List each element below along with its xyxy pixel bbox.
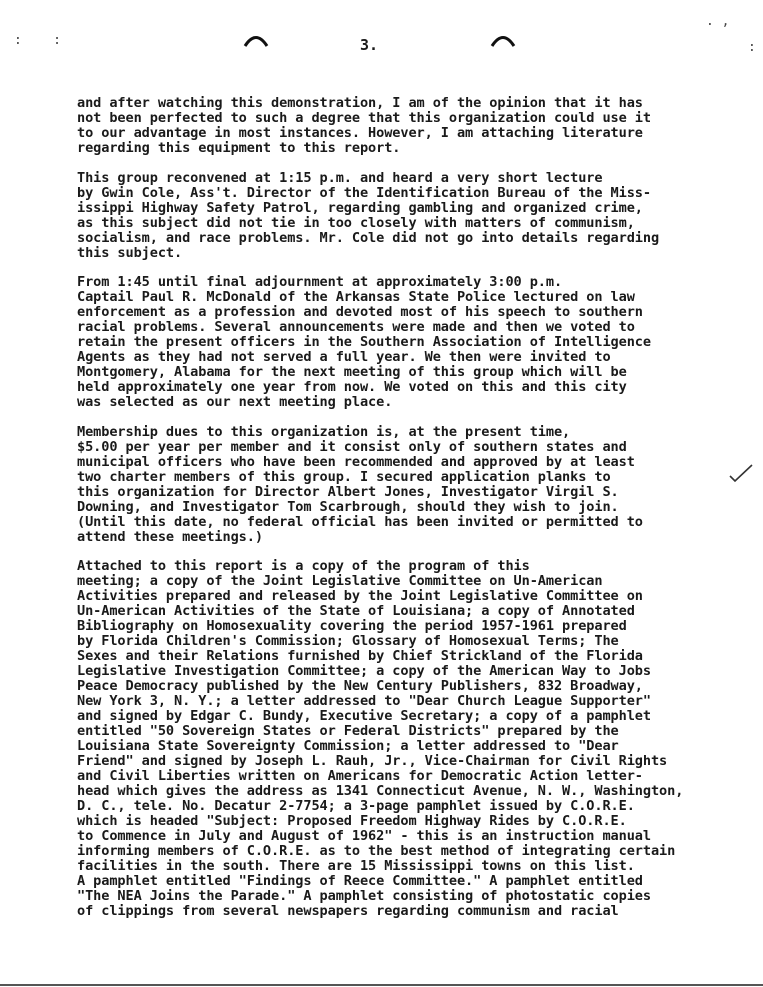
punch-hole-icon <box>490 33 516 47</box>
paragraph: Attached to this report is a copy of the program of this meeting; a copy of the Joint Legislative Committee on Un-American Activities prepared and released by the Joint Legislative Committee on Un-American Activities of the State of Louisiana; a copy of Annotated Bibliography on Homosexuality covering the period 1957-1961 prepared by Florida Children's Commission; Glossary of Homosexual Terms; The Sexes and their Relations furnished by Chief Strickland of the Florida Legislative Investigation Committee; a copy of the American Way to Jobs Peace Democracy published by the New Century Publishers, 832 Broadway, New York 3, N. Y.; a letter addressed to "Dear Church League Supporter" and signed by Edgar C. Bundy, Executive Secretary; a copy of a pamphlet entitled "50 Sovereign States or Federal Districts" prepared by the Louisiana State Sovereignty Commission; a letter addressed to "Dear Friend" and signed by Joseph L. Rauh, Jr., Vice-Chairman for Civil Rights and Civil Liberties written on Americans for Democratic Action letter- head which gives the address as 1341 Connecticut Avenue, N. W., Washington, D. C., tele. No. Decatur 2-7754; a 3-page pamphlet issued by C.O.R.E. which is headed "Subject: Proposed Freedom Highway Rides by C.O.R.E. to Commence in July and August of 1962" - this is an instruction manual informing members of C.O.R.E. as to the best method of integrating certain facilities in the south. There are 15 Mississippi towns on this list. A pamphlet entitled "Findings of Reece Committee." A pamphlet entitled "The NEA Joins the Parade." A pamphlet consisting of photostatic copies of clippings from several newspapers regarding communism and racial <box>77 558 684 920</box>
punch-hole-icon <box>243 33 269 47</box>
paragraph: Membership dues to this organization is, at the present time, $5.00 per year per member and it consist only of southern states and municipal officers who have been recommended and approved by at least two charter members of this group. I secured application planks to this organization for Director Albert Jones, Investigator Virgil S. Downing, and Investigator Tom Scarbrough, should they wish to join. (Until this date, no federal official has been invited or permitted to attend these meetings.) <box>77 423 643 545</box>
scan-specks: . , <box>706 14 730 29</box>
scan-specks: : <box>748 40 756 55</box>
paragraph: and after watching this demonstration, I am of the opinion that it has not been perfected to such a degree that this organization could use it to our advantage in most instances. However, I am attaching literature regarding this equipment to this report. <box>77 95 651 156</box>
page-number: 3. <box>360 36 379 54</box>
report-body <box>77 96 757 934</box>
checkmark-icon <box>728 462 754 484</box>
scan-specks: : : <box>14 33 61 48</box>
paragraph: This group reconvened at 1:15 p.m. and heard a very short lecture by Gwin Cole, Ass't. Director of the Identification Bureau of the Miss- issippi Highway Safety Patrol, regarding gambling and organized crime, as this subject did not tie in too closely with matters of communism, socialism, and race problems. Mr. Cole did not go into details regarding this subject. <box>77 169 660 261</box>
page-bottom-edge <box>0 984 763 986</box>
paragraph: From 1:45 until final adjournment at approximately 3:00 p.m. Captail Paul R. McDonald of the Arkansas State Police lectured on law enforcement as a profession and devoted most of his speech to southern racial problems. Several announcements were made and then we voted to retain the present officers in the Southern Association of Intelligence Agents as they had not served a full year. We then were invited to Montgomery, Alabama for the next meeting of this group which will be held approximately one year from now. We voted on this and this city was selected as our next meeting place. <box>77 274 651 411</box>
